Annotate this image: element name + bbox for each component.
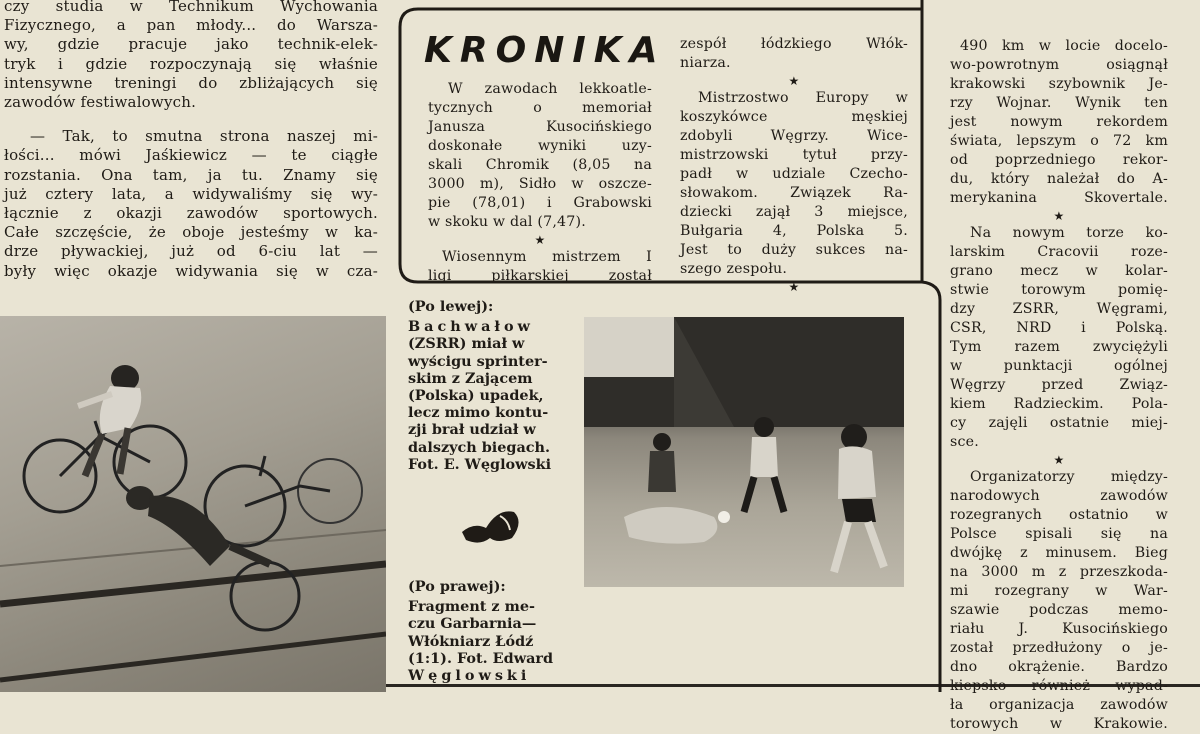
text-line: Włókniarz Łódź — [408, 632, 534, 650]
text-line: wy, gdzie pracuje jako technik-elek- — [4, 35, 378, 54]
text-line: zji brał udział w — [408, 421, 536, 439]
text-line: krakowski szybownik Je- — [950, 76, 1168, 92]
text-line: już cztery lata, a widywaliśmy się wy- — [4, 184, 378, 203]
text-line: larskim Cracovii roze- — [950, 244, 1168, 260]
text-line: Fizycznego, a pan młody... do Warsza- — [4, 16, 378, 35]
text-line: były więc okazje widywania się w cza- — [4, 261, 378, 280]
text-line: na 3000 m z przeszkoda- — [950, 564, 1168, 580]
text-line: kiem Radzieckim. Pola- — [950, 396, 1168, 412]
caption-right — [408, 578, 580, 684]
text-line: zdobyli Węgrzy. Wice- — [680, 128, 908, 144]
text-line: zawodów festiwalowych. — [4, 93, 197, 112]
text-line: został przedłużony o je- — [950, 640, 1168, 656]
text-line: dalszych biegach. — [408, 438, 551, 456]
text-line: Bułgaria 4, Polska 5. — [680, 223, 908, 239]
text-line: Węgrzy przed Związ- — [950, 377, 1168, 393]
text-line: (1:1). Fot. Edward — [408, 649, 554, 667]
text-line: riału J. Kusocińskiego — [950, 621, 1168, 637]
text-line: ligi piłkarskiej został — [428, 268, 652, 284]
text-line: czy studia w Technikum Wychowania — [4, 0, 378, 15]
text-line: rozstania. Ona tam, ja tu. Znamy się — [4, 165, 378, 184]
text-line: słowakom. Związek Ra- — [680, 185, 908, 201]
separator-star: ★ — [1053, 453, 1065, 467]
text-line: łącznie z okazji zawodów sportowych. — [4, 204, 378, 223]
text-line: lecz mimo kontu- — [408, 404, 549, 422]
separator-star: ★ — [788, 74, 800, 88]
text-line: niarza. — [680, 55, 731, 71]
ornament-icon — [452, 498, 532, 558]
text-line: tycznych o memoriał — [428, 100, 652, 116]
separator-star: ★ — [788, 280, 800, 294]
text-line: Węglowski — [408, 667, 531, 685]
text-line: stwie torowym pomię- — [950, 282, 1168, 298]
cyclists-crash-photo — [0, 316, 386, 692]
text-line: torowych w Krakowie. — [950, 716, 1168, 732]
text-line: Całe szczęście, że oboje jesteśmy w ka- — [4, 223, 378, 242]
text-line: jest nowym rekordem — [950, 114, 1168, 130]
text-line: skali Chromik (8,05 na — [428, 157, 652, 173]
text-line: Fragment z me- — [408, 598, 535, 616]
text-line: dziecki zajął 3 miejsce, — [680, 204, 908, 220]
text-line: zespół łódzkiego Włók- — [680, 36, 908, 52]
kronika-column-1 — [428, 80, 652, 286]
text-line: — Tak, to smutna strona naszej mi- — [30, 127, 378, 146]
text-line: grano mecz w kolar- — [950, 263, 1168, 279]
text-line: narodowych zawodów — [950, 488, 1168, 504]
kronika-title: KRONIKA — [424, 30, 666, 71]
text-line: cy zajęli ostatnie miej- — [950, 415, 1168, 431]
right-column — [950, 37, 1168, 734]
text-line: skim z Zającem — [408, 369, 533, 387]
text-line: Bachwałow — [408, 318, 534, 336]
text-line: sce. — [950, 434, 979, 450]
text-line: dno okrążenie. Bardzo — [950, 659, 1168, 675]
text-line: rzy Wojnar. Wynik ten — [950, 95, 1168, 111]
text-line: Fot. E. Węglowski — [408, 455, 552, 473]
text-line: Mistrzostwo Europy w — [698, 90, 908, 106]
text-line: dzy ZSRR, Węgrami, — [950, 301, 1168, 317]
text-line: padł w udziale Czecho- — [680, 166, 908, 182]
kronika-column-2 — [680, 35, 908, 295]
text-line: szego zespołu. — [680, 261, 788, 277]
text-line: Wiosennym mistrzem I — [442, 249, 652, 265]
text-line: mistrzowski tytuł przy- — [680, 147, 908, 163]
text-line: czu Garbarnia— — [408, 615, 537, 633]
caption-left — [408, 298, 574, 473]
text-line: W zawodach lekkoatle- — [448, 81, 652, 97]
text-line: merykanina Skovertale. — [950, 190, 1168, 206]
separator-star: ★ — [534, 233, 546, 247]
text-line: szawie podczas memo- — [950, 602, 1168, 618]
text-line: świata, lepszym o 72 km — [950, 133, 1168, 149]
text-line: rozegranych ostatnio w — [950, 507, 1168, 523]
text-line: dwójkę z minusem. Bieg — [950, 545, 1168, 561]
caption-heading: (Po prawej): — [408, 578, 506, 595]
text-line: Polsce spisali się na — [950, 526, 1168, 542]
text-line: 490 km w locie docelo- — [960, 38, 1168, 54]
text-line: 3000 m), Sidło w oszcze- — [428, 176, 652, 192]
text-line: Tym razem zwyciężyli — [950, 339, 1168, 355]
separator-star: ★ — [1053, 209, 1065, 223]
article-left-column — [4, 0, 378, 281]
text-line: (ZSRR) miał w — [408, 335, 525, 353]
text-line: doskonałe wyniki uzy- — [428, 138, 652, 154]
text-line: Jest to duży sukces na- — [680, 242, 908, 258]
text-line: Organizatorzy między- — [970, 469, 1168, 485]
text-line: Na nowym torze ko- — [970, 225, 1168, 241]
text-line: CSR, NRD i Polską. — [950, 320, 1168, 336]
text-line: (Polska) upadek, — [408, 387, 544, 405]
text-line: pie (78,01) i Grabowski — [428, 195, 652, 211]
text-line: intensywne treningi do zbliżających się — [4, 73, 378, 92]
text-line: du, który należał do A- — [950, 171, 1168, 187]
text-line: wo-powrotnym osiągnął — [950, 57, 1168, 73]
text-line: kiepsko również wypad- — [950, 678, 1168, 694]
text-line: wyścigu sprinter- — [408, 352, 548, 370]
text-line: drze pływackiej, już od 6-ciu lat — — [4, 242, 378, 261]
text-line: łości... mówi Jaśkiewicz — te ciągłe — [4, 146, 378, 165]
text-line: w skoku w dal (7,47). — [428, 214, 586, 230]
text-line: w punktacji ogólnej — [950, 358, 1168, 374]
text-line: ła organizacja zawodów — [950, 697, 1168, 713]
text-line: mi rozegrany w War- — [950, 583, 1168, 599]
cyclists-crash-illustration — [0, 316, 386, 692]
text-line: tryk i gdzie rozpoczynają się właśnie — [4, 54, 378, 73]
text-line: koszykówce męskiej — [680, 109, 908, 125]
caption-heading: (Po lewej): — [408, 298, 494, 315]
text-line: od poprzedniego rekor- — [950, 152, 1168, 168]
football-match-illustration — [584, 317, 904, 587]
text-line: Janusza Kusocińskiego — [428, 119, 652, 135]
football-match-photo — [584, 317, 904, 587]
